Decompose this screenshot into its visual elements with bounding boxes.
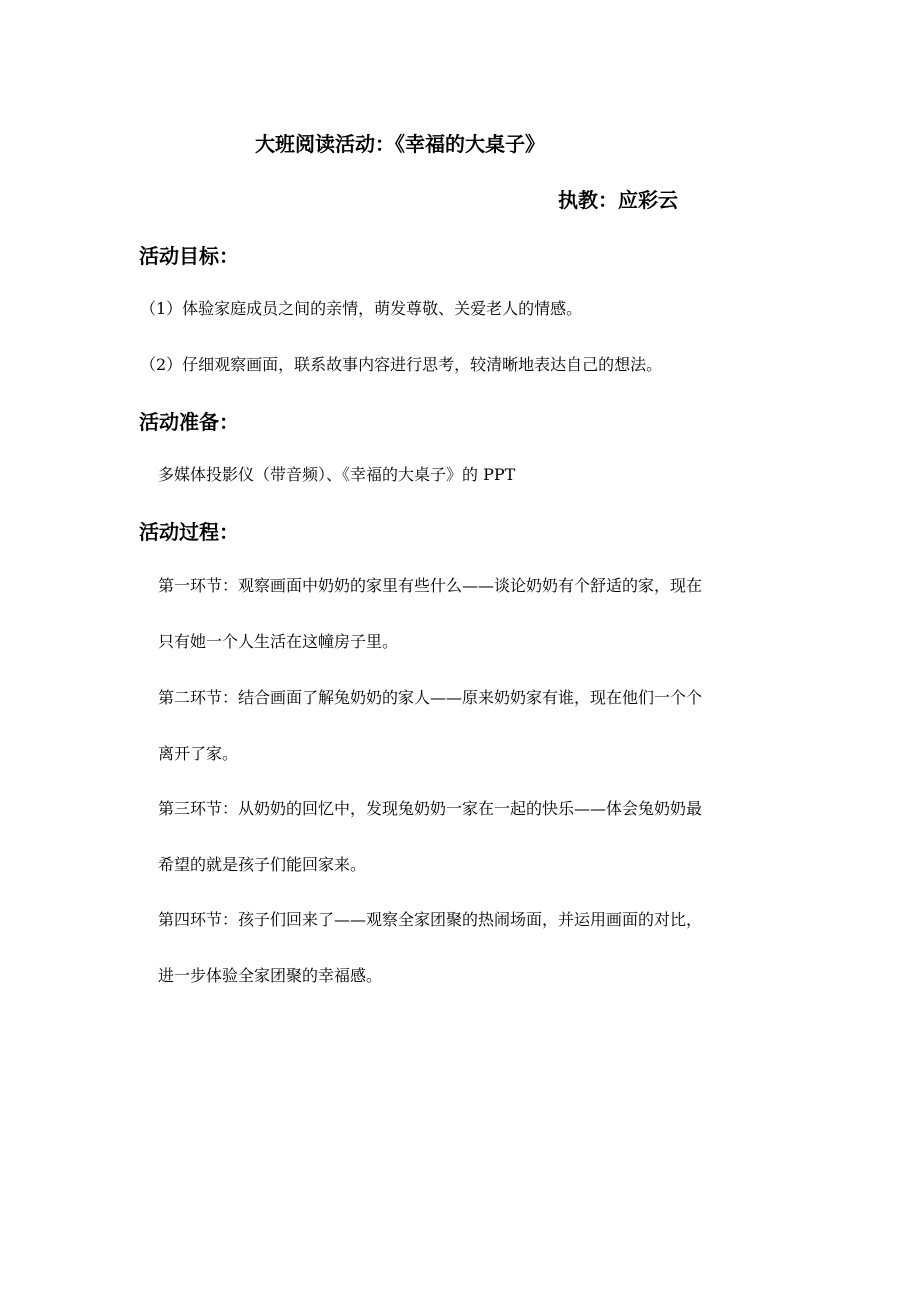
process-section-2-line-1: 第二环节：结合画面了解兔奶奶的家人——原来奶奶家有谁，现在他们一个个 (158, 688, 703, 707)
process-section-2-line-2: 离开了家。 (158, 744, 239, 763)
document-title: 大班阅读活动：《幸福的大桌子》 (255, 132, 545, 156)
process-section-1-line-1: 第一环节：观察画面中奶奶的家里有些什么——谈论奶奶有个舒适的家，现在 (158, 576, 703, 595)
teacher-line: 执教：应彩云 (558, 188, 678, 212)
process-section-1-line-2: 只有她一个人生活在这幢房子里。 (158, 632, 399, 651)
process-section-4-line-1: 第四环节：孩子们回来了——观察全家团聚的热闹场面，并运用画面的对比， (158, 910, 703, 929)
process-section-4-line-2: 进一步体验全家团聚的幸福感。 (158, 966, 383, 985)
goal-item-2: （2）仔细观察画面，联系故事内容进行思考，较清晰地表达自己的想法。 (140, 355, 663, 374)
process-section-3-line-2: 希望的就是孩子们能回家来。 (158, 855, 367, 874)
goals-heading: 活动目标： (139, 244, 239, 268)
process-heading: 活动过程： (139, 520, 239, 544)
goal-item-1: （1）体验家庭成员之间的亲情，萌发尊敬、关爱老人的情感。 (140, 299, 583, 318)
preparation-heading: 活动准备： (139, 410, 239, 434)
preparation-text: 多媒体投影仪（带音频）、《幸福的大桌子》的 PPT (158, 465, 516, 484)
process-section-3-line-1: 第三环节：从奶奶的回忆中，发现兔奶奶一家在一起的快乐——体会兔奶奶最 (158, 799, 703, 818)
